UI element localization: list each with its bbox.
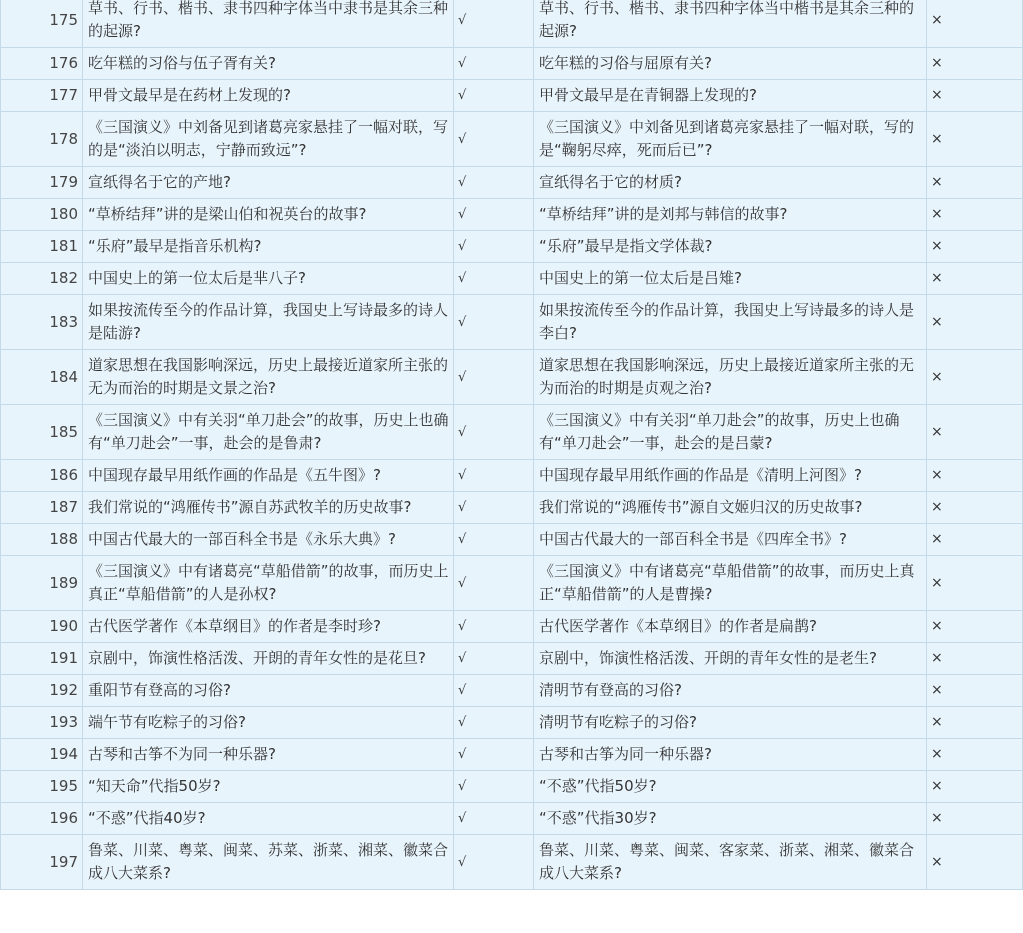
- true-mark: √: [454, 231, 534, 263]
- false-mark: ×: [927, 263, 1023, 295]
- true-mark: √: [454, 492, 534, 524]
- false-statement: “草桥结拜”讲的是刘邦与韩信的故事?: [534, 199, 927, 231]
- true-statement: 古琴和古筝不为同一种乐器?: [83, 739, 454, 771]
- true-statement: 京剧中，饰演性格活泼、开朗的青年女性的是花旦?: [83, 643, 454, 675]
- row-number: 190: [1, 611, 83, 643]
- false-statement: 《三国演义》中刘备见到诸葛亮家悬挂了一幅对联，写的是“鞠躬尽瘁，死而后已”?: [534, 112, 927, 167]
- row-number: 196: [1, 803, 83, 835]
- true-mark: √: [454, 167, 534, 199]
- false-mark: ×: [927, 295, 1023, 350]
- table-row: [1, 675, 1023, 707]
- true-mark: √: [454, 350, 534, 405]
- true-mark: √: [454, 643, 534, 675]
- true-mark: √: [454, 295, 534, 350]
- true-statement: 甲骨文最早是在药材上发现的?: [83, 80, 454, 112]
- row-number: 192: [1, 675, 83, 707]
- table-row: [1, 460, 1023, 492]
- false-statement: “不惑”代指50岁?: [534, 771, 927, 803]
- false-mark: ×: [927, 675, 1023, 707]
- table-row: [1, 803, 1023, 835]
- true-mark: √: [454, 199, 534, 231]
- true-statement: 如果按流传至今的作品计算，我国史上写诗最多的诗人是陆游?: [83, 295, 454, 350]
- row-number: 183: [1, 295, 83, 350]
- table-row: [1, 492, 1023, 524]
- true-statement: 道家思想在我国影响深远，历史上最接近道家所主张的无为而治的时期是文景之治?: [83, 350, 454, 405]
- true-mark: √: [454, 460, 534, 492]
- row-number: 186: [1, 460, 83, 492]
- true-statement: 《三国演义》中刘备见到诸葛亮家悬挂了一幅对联，写的是“淡泊以明志，宁静而致远”?: [83, 112, 454, 167]
- false-mark: ×: [927, 492, 1023, 524]
- false-mark: ×: [927, 0, 1023, 48]
- table-row: [1, 0, 1023, 48]
- false-mark: ×: [927, 524, 1023, 556]
- true-statement: 宣纸得名于它的产地?: [83, 167, 454, 199]
- true-statement: 中国古代最大的一部百科全书是《永乐大典》?: [83, 524, 454, 556]
- false-statement: 道家思想在我国影响深远，历史上最接近道家所主张的无为而治的时期是贞观之治?: [534, 350, 927, 405]
- row-number: 188: [1, 524, 83, 556]
- table-row: [1, 524, 1023, 556]
- table-row: [1, 167, 1023, 199]
- false-mark: ×: [927, 556, 1023, 611]
- table-row: [1, 48, 1023, 80]
- row-number: 194: [1, 739, 83, 771]
- true-statement: 鲁菜、川菜、粤菜、闽菜、苏菜、浙菜、湘菜、徽菜合成八大菜系?: [83, 835, 454, 890]
- table-row: [1, 405, 1023, 460]
- false-mark: ×: [927, 611, 1023, 643]
- false-mark: ×: [927, 167, 1023, 199]
- true-statement: “知天命”代指50岁?: [83, 771, 454, 803]
- quiz-table-body: [1, 0, 1023, 890]
- table-row: [1, 80, 1023, 112]
- true-statement: “不惑”代指40岁?: [83, 803, 454, 835]
- true-mark: √: [454, 707, 534, 739]
- row-number: 187: [1, 492, 83, 524]
- false-statement: 草书、行书、楷书、隶书四种字体当中楷书是其余三种的起源?: [534, 0, 927, 48]
- true-statement: 草书、行书、楷书、隶书四种字体当中隶书是其余三种的起源?: [83, 0, 454, 48]
- false-statement: 古琴和古筝为同一种乐器?: [534, 739, 927, 771]
- true-statement: 我们常说的“鸿雁传书”源自苏武牧羊的历史故事?: [83, 492, 454, 524]
- table-row: [1, 295, 1023, 350]
- table-row: [1, 350, 1023, 405]
- false-mark: ×: [927, 771, 1023, 803]
- false-mark: ×: [927, 643, 1023, 675]
- false-mark: ×: [927, 707, 1023, 739]
- true-statement: 端午节有吃粽子的习俗?: [83, 707, 454, 739]
- false-mark: ×: [927, 835, 1023, 890]
- true-statement: 《三国演义》中有关羽“单刀赴会”的故事，历史上也确有“单刀赴会”一事，赴会的是鲁肃?: [83, 405, 454, 460]
- row-number: 195: [1, 771, 83, 803]
- row-number: 180: [1, 199, 83, 231]
- false-mark: ×: [927, 460, 1023, 492]
- true-mark: √: [454, 556, 534, 611]
- true-statement: 古代医学著作《本草纲目》的作者是李时珍?: [83, 611, 454, 643]
- true-mark: √: [454, 405, 534, 460]
- table-row: [1, 611, 1023, 643]
- table-row: [1, 771, 1023, 803]
- row-number: 177: [1, 80, 83, 112]
- table-row: [1, 231, 1023, 263]
- true-mark: √: [454, 835, 534, 890]
- table-row: [1, 739, 1023, 771]
- false-mark: ×: [927, 80, 1023, 112]
- true-mark: √: [454, 675, 534, 707]
- false-mark: ×: [927, 739, 1023, 771]
- false-statement: “不惑”代指30岁?: [534, 803, 927, 835]
- table-row: [1, 199, 1023, 231]
- row-number: 176: [1, 48, 83, 80]
- true-mark: √: [454, 112, 534, 167]
- true-mark: √: [454, 263, 534, 295]
- false-statement: 京剧中，饰演性格活泼、开朗的青年女性的是老生?: [534, 643, 927, 675]
- false-statement: 我们常说的“鸿雁传书”源自文姬归汉的历史故事?: [534, 492, 927, 524]
- row-number: 189: [1, 556, 83, 611]
- false-mark: ×: [927, 199, 1023, 231]
- table-row: [1, 263, 1023, 295]
- true-statement: 吃年糕的习俗与伍子胥有关?: [83, 48, 454, 80]
- true-mark: √: [454, 48, 534, 80]
- false-statement: 中国现存最早用纸作画的作品是《清明上河图》?: [534, 460, 927, 492]
- false-statement: 《三国演义》中有诸葛亮“草船借箭”的故事，而历史上真正“草船借箭”的人是曹操?: [534, 556, 927, 611]
- true-statement: 中国史上的第一位太后是芈八子?: [83, 263, 454, 295]
- true-statement: 重阳节有登高的习俗?: [83, 675, 454, 707]
- true-mark: √: [454, 739, 534, 771]
- false-statement: 鲁菜、川菜、粤菜、闽菜、客家菜、浙菜、湘菜、徽菜合成八大菜系?: [534, 835, 927, 890]
- true-mark: √: [454, 80, 534, 112]
- false-statement: 古代医学著作《本草纲目》的作者是扁鹊?: [534, 611, 927, 643]
- row-number: 185: [1, 405, 83, 460]
- true-statement: “草桥结拜”讲的是梁山伯和祝英台的故事?: [83, 199, 454, 231]
- true-mark: √: [454, 0, 534, 48]
- true-mark: √: [454, 611, 534, 643]
- false-statement: 《三国演义》中有关羽“单刀赴会”的故事，历史上也确有“单刀赴会”一事，赴会的是吕蒙?: [534, 405, 927, 460]
- false-statement: 清明节有吃粽子的习俗?: [534, 707, 927, 739]
- true-mark: √: [454, 524, 534, 556]
- row-number: 175: [1, 0, 83, 48]
- false-statement: 宣纸得名于它的材质?: [534, 167, 927, 199]
- false-statement: 甲骨文最早是在青铜器上发现的?: [534, 80, 927, 112]
- row-number: 197: [1, 835, 83, 890]
- false-statement: 中国古代最大的一部百科全书是《四库全书》?: [534, 524, 927, 556]
- false-mark: ×: [927, 112, 1023, 167]
- table-row: [1, 556, 1023, 611]
- false-mark: ×: [927, 803, 1023, 835]
- table-row: [1, 112, 1023, 167]
- true-statement: 中国现存最早用纸作画的作品是《五牛图》?: [83, 460, 454, 492]
- row-number: 181: [1, 231, 83, 263]
- table-row: [1, 643, 1023, 675]
- true-mark: √: [454, 771, 534, 803]
- row-number: 191: [1, 643, 83, 675]
- row-number: 184: [1, 350, 83, 405]
- row-number: 193: [1, 707, 83, 739]
- false-mark: ×: [927, 231, 1023, 263]
- false-mark: ×: [927, 350, 1023, 405]
- false-statement: 如果按流传至今的作品计算，我国史上写诗最多的诗人是李白?: [534, 295, 927, 350]
- true-statement: 《三国演义》中有诸葛亮“草船借箭”的故事，而历史上真正“草船借箭”的人是孙权?: [83, 556, 454, 611]
- row-number: 178: [1, 112, 83, 167]
- false-statement: 中国史上的第一位太后是吕雉?: [534, 263, 927, 295]
- row-number: 179: [1, 167, 83, 199]
- true-statement: “乐府”最早是指音乐机构?: [83, 231, 454, 263]
- row-number: 182: [1, 263, 83, 295]
- table-row: [1, 835, 1023, 890]
- false-mark: ×: [927, 405, 1023, 460]
- false-mark: ×: [927, 48, 1023, 80]
- false-statement: “乐府”最早是指文学体裁?: [534, 231, 927, 263]
- true-mark: √: [454, 803, 534, 835]
- false-statement: 吃年糕的习俗与屈原有关?: [534, 48, 927, 80]
- table-row: [1, 707, 1023, 739]
- false-statement: 清明节有登高的习俗?: [534, 675, 927, 707]
